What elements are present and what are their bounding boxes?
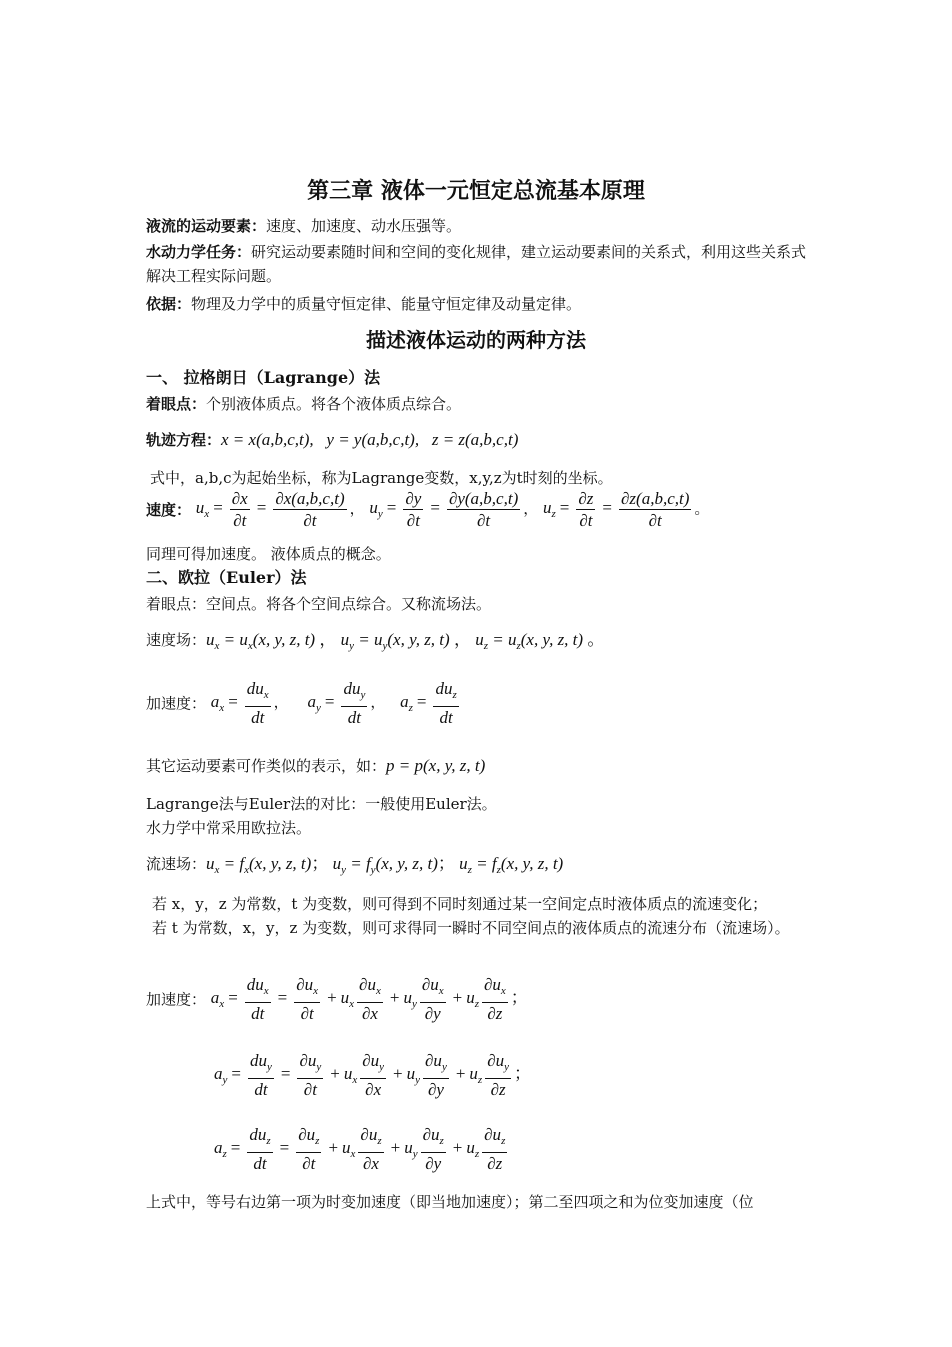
flow-field-label: 流速场： bbox=[146, 855, 207, 873]
elements-text: 速度、加速度、动水压强等。 bbox=[266, 217, 462, 235]
task-label: 水动力学任务： bbox=[146, 243, 252, 261]
euler-heading: 二、欧拉（Euler）法 bbox=[146, 568, 307, 587]
accel-label: 加速度： bbox=[146, 694, 207, 713]
elements-label: 液流的运动要素： bbox=[146, 217, 267, 235]
last-line: 上式中，等号右边第一项为时变加速度（即当地加速度）；第二至四项之和为位变加速度（位 bbox=[146, 1193, 754, 1211]
trajectory-label: 轨迹方程： bbox=[146, 431, 222, 449]
flow-field bbox=[146, 852, 816, 882]
uz-eq: $u_z$ = $\frac{\partial z}{\partial t}$ = $\frac{\partial z(a,b,c,t)}{\partial t}$ bbox=[543, 489, 690, 530]
other-elements bbox=[146, 754, 816, 778]
az-material-derivative: $a_z$ = $\frac{du_z}{dt}$ = $\frac{\partial u_z}{\partial t}$ + $u_x$ $\frac{\partial u_z}{\partial x}$ + $u_y$ $\frac{\partial u_z}{\partial y}$ + $u_z$ $\frac{\partial u_z}{\partial z}$ bbox=[214, 1125, 506, 1173]
basis-label: 依据： bbox=[146, 295, 192, 313]
ux-eq: $u_x$ = $\frac{\partial x}{\partial t}$ = $\frac{\partial x(a,b,c,t)}{\partial t}$ bbox=[195, 489, 345, 530]
velocity-label: 速度： bbox=[146, 500, 192, 519]
lagrange-heading: 一、 拉格朗日（Lagrange）法 bbox=[146, 368, 381, 387]
accel2-label: 加速度： bbox=[146, 990, 207, 1009]
euler-para-1: 若 x，y，z 为常数，t 为变数，则可得到不同时刻通过某一空间定点时液体质点的流速变化； bbox=[152, 895, 768, 913]
trajectory-equation bbox=[146, 428, 816, 452]
lagrange-focus-label: 着眼点： bbox=[146, 395, 207, 413]
lagrange-note: 式中，a,b,c为起始坐标，称为Lagrange变数，x,y,z为t时刻的坐标。 bbox=[150, 469, 613, 487]
other-text: 其它运动要素可作类似的表示，如： bbox=[146, 757, 387, 775]
ay-material-derivative: $a_y$ = $\frac{du_y}{dt}$ = $\frac{\partial u_y}{\partial t}$ + $u_x$ $\frac{\partial u_y}{\partial x}$ + $u_y$ $\frac{\partial u_y}{\partial y}$ + $u_z$ $\frac{\partial u_y}{\partial z}$ ； bbox=[214, 1051, 531, 1099]
trajectory-eq: x = x(a,b,c,t), y = y(a,b,c,t), z = z(a,b,c,t) bbox=[221, 430, 519, 449]
velocity-field-label: 速度场： bbox=[146, 631, 207, 649]
uy-eq: $u_y$ = $\frac{\partial y}{\partial t}$ = $\frac{\partial y(a,b,c,t)}{\partial t}$ bbox=[369, 489, 519, 530]
basis-text: 物理及力学中的质量守恒定律、能量守恒定律及动量定律。 bbox=[191, 295, 582, 313]
lagrange-focus-text: 个别液体质点。将各个液体质点综合。 bbox=[206, 395, 462, 413]
velocity-field-eq: $u_x = u_x(x$, y, z, t) ， $u_y = u_y(x$, y, z, t) ， $u_z = u_z(x$, y, z, t) 。 bbox=[206, 630, 605, 652]
lagrange-focus bbox=[146, 392, 816, 416]
intro-task bbox=[146, 240, 816, 288]
common-line: 水力学中常采用欧拉法。 bbox=[146, 819, 312, 837]
section-title: 描述液体运动的两种方法 bbox=[366, 328, 586, 352]
intro-basis bbox=[146, 292, 816, 316]
ax-material-derivative: 加速度： $a_x$ = $\frac{du_x}{dt}$ = $\frac{\partial u_x}{\partial t}$ + $u_x$ $\frac{\partial u_x}{\partial x}$ + $u_y$ $\frac{\partial u_x}{\partial y}$ + $u_z$ $\frac{\partial u_x}{\partial z}$ ； bbox=[146, 975, 528, 1023]
lagrange-accel-line: 同理可得加速度。 液体质点的概念。 bbox=[146, 545, 391, 563]
other-eq: p = p(x, y, z, t) bbox=[386, 756, 486, 775]
task-text: 研究运动要素随时间和空间的变化规律，建立运动要素间的关系式，利用这些关系式解决工程实际问题。 bbox=[146, 243, 807, 285]
euler-para-2: 若 t 为常数，x，y，z 为变数，则可求得同一瞬时不同空间点的液体质点的流速分布（流速场）。 bbox=[152, 919, 790, 937]
compare-line: Lagrange法与Euler法的对比：一般使用Euler法。 bbox=[146, 795, 497, 813]
euler-acceleration: 加速度： $a_x$ = $\frac{du_x}{dt}$ ， $a_y$ = $\frac{du_y}{dt}$ ， $a_z$ = $\frac{du_z}{dt}$ bbox=[146, 679, 457, 727]
euler-focus: 着眼点：空间点。将各个空间点综合。又称流场法。 bbox=[146, 595, 492, 613]
chapter-title: 第三章 液体一元恒定总流基本原理 bbox=[307, 178, 645, 204]
intro-elements bbox=[146, 214, 816, 238]
velocity-field bbox=[146, 628, 816, 658]
velocity-equation: 速度： $u_x$ = $\frac{\partial x}{\partial t}$ = $\frac{\partial x(a,b,c,t)}{\partial t}$ ， $u_y$ = $\frac{\partial y}{\partial t}$ = $\frac{\partial y(a,b,c,t)}{\partial t}$ ， $u_z$ = $\frac{\partial z}{\partial t}$ = $\frac{\partial z(a,b,c,t)}{\partial t}$ 。 bbox=[146, 489, 710, 530]
flow-field-eq: $u_x = f_x(x$, y, z, t)； $u_y = f_y(x$, y, z, t)； $u_z = f_z(x$, y, z, t) bbox=[206, 854, 564, 876]
